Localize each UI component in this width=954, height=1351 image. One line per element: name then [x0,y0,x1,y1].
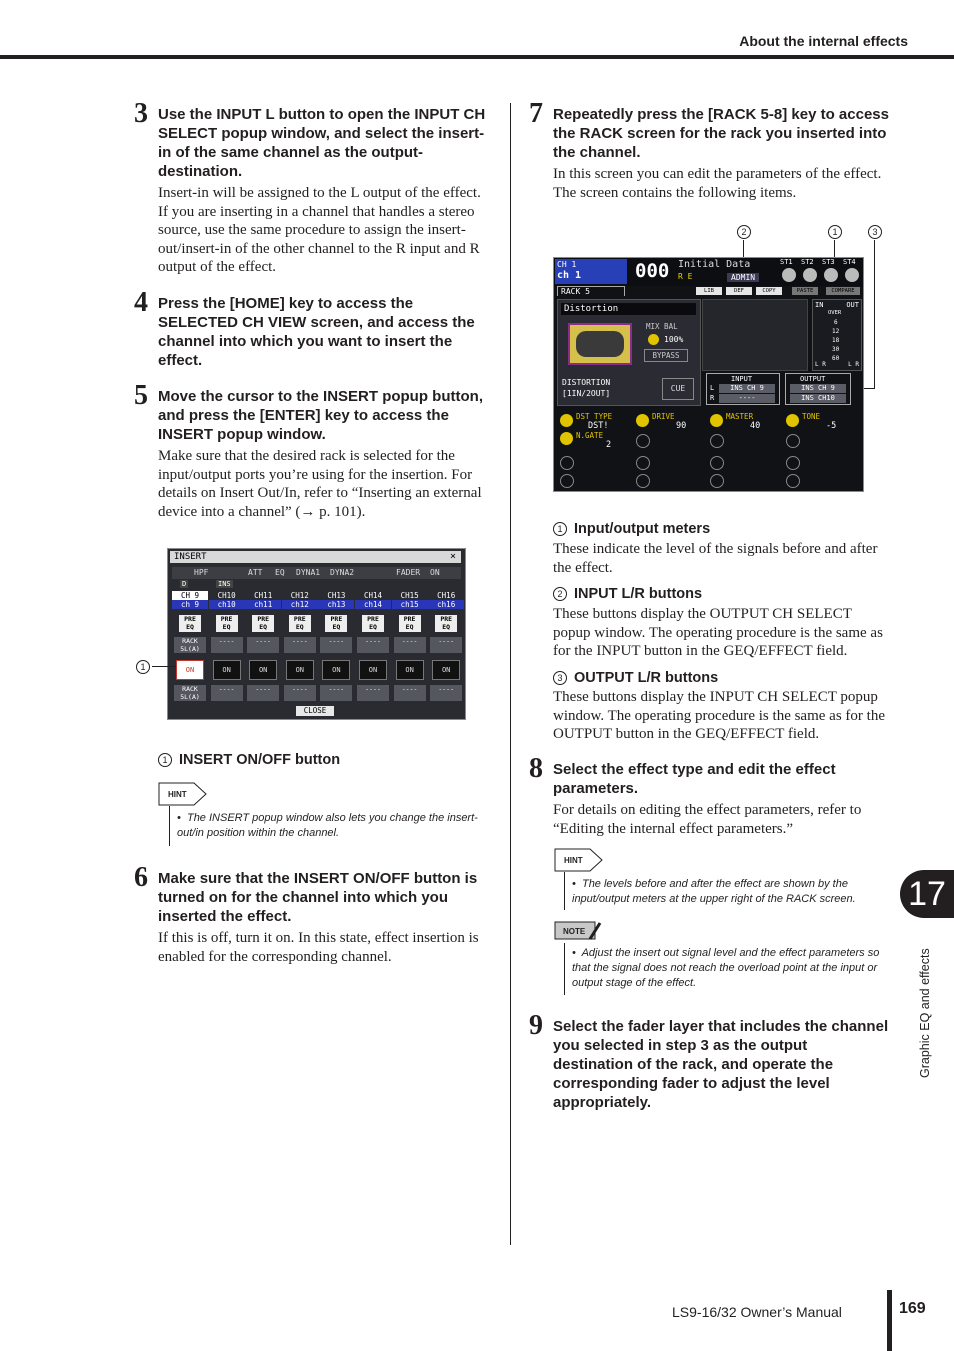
effect-image [568,323,632,365]
empty-knob[interactable] [560,474,574,488]
io-meters [812,299,862,371]
chapter-side-label: Graphic EQ and effects [918,948,932,1078]
note-tag-label: NOTE [563,927,586,936]
hint-tag-label: HINT [168,790,187,799]
insert-out-button[interactable]: ---- [394,637,426,653]
channel-name: ch16 [428,600,464,609]
output-block [785,373,851,405]
effect-param [558,412,630,491]
meter-in-label: IN [815,301,824,309]
step-number: 6 [134,862,148,893]
rack-function-buttons [696,287,862,296]
rack-def-button[interactable]: DEF [726,287,752,295]
param-value: -5 [826,421,837,431]
bypass-button[interactable]: BYPASS [644,349,688,362]
step-heading: Repeatedly press the [RACK 5-8] key to access the RACK screen for the rack you inserted into the channel. [553,106,889,161]
meter-scale-6: 6 [834,319,838,326]
channel-name: ch 1 [557,270,582,281]
input-r-button[interactable]: ---- [719,394,775,403]
insert-on-button[interactable]: ON [359,660,387,680]
meter-in-lr: L R [815,361,826,368]
center-panel [702,299,808,371]
st-labels [780,258,862,285]
st1-knob[interactable] [782,268,796,282]
insert-channel-column [209,591,245,703]
note-line [564,943,565,995]
channel-name: ch12 [282,600,318,609]
step-number: 9 [529,1010,543,1041]
step-body: For details on editing the effect parameters, refer to “Editing the internal effect parameters.” [553,802,862,837]
header-rule [0,55,954,59]
insert-out-button[interactable]: ---- [247,637,279,653]
chain-fader: FADER [396,568,421,577]
rack-callout-1: 1 [828,225,842,239]
pre-label: PRE [403,615,416,623]
step-heading: Use the INPUT L button to open the INPUT CH SELECT popup window, and select the insert-in of the same channel as the output-destination. [158,106,486,180]
step-number: 8 [529,753,543,784]
item-number: 1 [158,753,172,767]
eq-label: EQ [332,623,341,631]
insert-in-button[interactable]: RACK 5L(A) [174,685,206,701]
insert-on-button[interactable]: ON [322,660,350,680]
channel-name: ch11 [245,600,281,609]
insert-callout-1: 1 [136,660,150,674]
param-knob[interactable] [560,414,573,427]
insert-channel-column [282,591,318,703]
insert-channel-column [355,591,391,703]
item-output-lr [553,670,718,686]
item-number: 2 [553,587,567,601]
st4-label: ST4 [843,258,856,266]
effect-param [708,412,780,491]
step-body: Insert-in will be assigned to the L output of the effect. If you are inserting in a channel that handles a stereo source, use the same procedure to assign the insert-out/insert-in of the other channel to the R input and R output of the effect. [158,185,481,275]
channel-name: ch13 [318,600,354,609]
item-number: 1 [553,522,567,536]
param-sub-name: N.GATE [576,431,604,440]
insert-in-button[interactable]: ---- [247,685,279,701]
pre-eq-button[interactable] [325,615,347,632]
channel-name: ch10 [209,600,245,609]
insert-channel-column [172,591,208,703]
param-knob[interactable] [786,414,799,427]
eq-label: EQ [442,623,451,631]
channel-label: CH10 [217,591,236,600]
output-l-button[interactable]: INS CH 9 [790,384,846,393]
insert-channel-columns [168,591,465,703]
pre-label: PRE [440,615,453,623]
insert-channel-column [318,591,354,703]
empty-knob[interactable] [786,474,800,488]
item-input-lr [553,586,702,602]
param-value: 90 [676,421,687,431]
step-9 [529,1010,889,1112]
step-6 [134,862,494,966]
chain-att: ATT [248,568,263,577]
step-heading: Press the [HOME] key to access the SELECTED CH VIEW screen, and access the channel into which you want to insert the effect. [158,295,475,369]
note-text: • Adjust the insert out signal level and the effect parameters so that the signal does not reach the overload point at the input or output stage of the effect. [572,947,880,989]
chain-dyna1: DYNA1 [296,568,321,577]
param-name: DRIVE [652,412,675,421]
pre-label: PRE [220,615,233,623]
step-heading: Select the effect type and edit the effect parameters. [553,761,836,797]
insert-callout-leader [152,666,176,667]
pre-eq-button[interactable] [252,615,274,632]
tag-d: D [182,580,187,588]
param-name: MASTER [726,412,754,421]
insert-in-button[interactable]: ---- [430,685,462,701]
rack-lib-button[interactable]: LIB [696,287,722,295]
eq-label: EQ [186,623,194,631]
step-number: 7 [529,98,543,129]
empty-knob[interactable] [786,434,800,448]
eq-label: EQ [222,623,231,631]
signal-chain [172,567,461,579]
rack-paste-button[interactable]: PASTE [792,287,818,295]
step-heading: Select the fader layer that includes the channel you selected in step 3 as the output destination of the rack, and operate the corresponding fader to adjust the level appropriately. [553,1018,889,1111]
io-config: [1IN/2OUT] [562,389,611,398]
chain-eq: EQ [275,568,285,577]
chain-hpf: HPF [194,568,209,577]
param-sub-value: 2 [606,440,612,450]
insert-on-button[interactable]: ON [396,660,424,680]
effect-name: Distortion [561,303,696,315]
meter-scale-18: 18 [832,337,840,344]
insert-in-button[interactable]: ---- [320,685,352,701]
user-name: ADMIN [727,273,759,282]
pre-eq-button[interactable] [362,615,384,632]
hint-tag [554,848,604,872]
effect-panel [557,299,701,406]
section-header: About the internal effects [739,33,908,49]
insert-on-button[interactable]: ON [249,660,277,680]
rack-screen-screenshot [553,257,864,492]
item-io-meters [553,521,710,537]
channel-label: CH11 [254,591,273,600]
empty-knob[interactable] [710,456,724,470]
item-label: INPUT L/R buttons [574,586,703,602]
empty-knob[interactable] [636,434,650,448]
pre-label: PRE [367,615,379,623]
insert-in-button[interactable]: ---- [357,685,389,701]
step-heading: Move the cursor to the INSERT popup button, and press the [ENTER] key to access the INSERT popup window. [158,388,483,443]
st4-knob[interactable] [845,268,859,282]
insert-out-button[interactable]: RACK 5L(A) [174,637,206,653]
item-input-lr-text: These buttons display the OUTPUT CH SELECT popup window. The operating procedure is the same as for the INPUT button in the GEQ/EFFECT field. [553,606,883,659]
input-l-button[interactable]: INS CH 9 [719,384,775,393]
insert-out-button[interactable]: ---- [211,637,243,653]
insert-on-button[interactable]: ON [432,660,460,680]
insert-title-bar [170,551,461,563]
hint-tag-label: HINT [564,856,583,865]
mix-bal-knob[interactable] [648,334,659,345]
step-4 [134,287,494,370]
step-body: If this is off, turn it on. In this state, effect insertion is enabled for the corresponding channel. [158,930,479,965]
empty-knob[interactable] [636,456,650,470]
insert-item [158,752,340,768]
step-3 [134,98,494,277]
pre-eq-button[interactable] [435,615,457,632]
hint-text: • The INSERT popup window also lets you change the insert-out/in position within the channel. [177,812,478,839]
pre-label: PRE [293,615,306,623]
insert-in-button[interactable]: ---- [394,685,426,701]
empty-knob[interactable] [710,434,724,448]
pre-label: PRE [257,615,270,623]
channel-label: CH16 [437,591,456,600]
insert-out-button[interactable]: ---- [430,637,462,653]
param-name: TONE [802,412,821,421]
step-body: In this screen you can edit the parameters of the effect. The screen contains the following items. [553,166,882,201]
output-label: OUTPUT [800,375,826,383]
input-block [706,373,780,405]
pre-eq-button[interactable] [399,615,421,632]
hint-body: The INSERT popup window also lets you change the insert-out/in position within the channel. [177,812,478,839]
eq-label: EQ [259,623,268,631]
input-l-label: L [710,384,715,392]
st2-knob[interactable] [803,268,817,282]
mix-bal-label: MIX BAL [646,322,678,331]
st2-label: ST2 [801,258,814,266]
chapter-tab: 17 [900,870,954,918]
mix-bal-value: 100% [664,335,684,344]
cue-button[interactable]: CUE [662,378,694,400]
step-body: Make sure that the desired rack is selected for the input/output ports you’re using for the insertion. For details on Insert Out/In, refer to “Inserting an external device into a channel” (→ p. 101). [158,448,482,520]
effect-image-inner [576,331,624,357]
insert-on-button[interactable]: ON [176,660,204,680]
channel-label: CH13 [327,591,346,600]
pre-label: PRE [184,615,196,623]
step-number: 3 [134,98,148,129]
insert-in-button[interactable]: ---- [211,685,243,701]
item-number: 3 [553,671,567,685]
param-name: DST TYPE [576,412,613,421]
step-7 [529,98,889,202]
effect-type: DISTORTION [562,378,611,387]
meter-out-label: OUT [846,301,859,309]
st1-label: ST1 [780,258,793,266]
pre-label: PRE [330,615,343,623]
scene-name: Initial Data [678,259,751,270]
step-heading: Make sure that the INSERT ON/OFF button is turned on for the channel into which you inserted the effect. [158,870,478,925]
scene-flags: R E [678,272,693,281]
footer-manual-title: LS9-16/32 Owner’s Manual [672,1304,842,1320]
close-icon[interactable]: × [449,551,456,562]
insert-on-button[interactable]: ON [286,660,314,680]
chain-dyna2: DYNA2 [330,568,355,577]
footer-bar [887,1290,892,1351]
meter-scale-60: 60 [832,355,840,362]
item-label: INSERT ON/OFF button [179,752,341,768]
chain-on: ON [430,568,440,577]
effect-param [634,412,706,491]
insert-out-button[interactable]: ---- [284,637,316,653]
st3-knob[interactable] [824,268,838,282]
channel-label: CH12 [290,591,309,600]
param-value: 40 [750,421,761,431]
empty-knob[interactable] [710,474,724,488]
insert-title: INSERT [174,552,207,562]
pre-eq-button[interactable] [216,615,238,632]
insert-on-button[interactable]: ON [213,660,241,680]
output-r-button[interactable]: INS CH10 [790,394,846,403]
st3-label: ST3 [822,258,835,266]
insert-in-button[interactable]: ---- [284,685,316,701]
empty-knob[interactable] [560,456,574,470]
rack-compare-button[interactable]: COMPARE [826,287,860,295]
hint-text: • The levels before and after the effect are shown by the input/output meters at the upper right of the RACK screen. [572,878,856,905]
channel-name: ch 9 [172,600,208,609]
meter-scale-12: 12 [832,328,840,335]
channel-label: CH 9 [172,591,208,600]
item-io-meters-text: These indicate the level of the signals before and after the effect. [553,541,878,576]
insert-channel-column [428,591,464,703]
pre-eq-button[interactable] [289,615,311,632]
rack-callout-2: 2 [737,225,751,239]
eq-label: EQ [405,623,414,631]
rack-copy-button[interactable]: COPY [756,287,782,295]
effect-parameters [554,408,863,491]
item-output-lr-text: These buttons display the INPUT CH SELECT popup window. The operating procedure is the same as for the OUTPUT button in the GEQ/EFFECT field. [553,689,885,742]
param-knob[interactable] [710,414,723,427]
step-number: 4 [134,287,148,318]
eq-label: EQ [369,623,377,631]
rack-callout-3: 3 [868,225,882,239]
insert-out-button[interactable]: ---- [320,637,352,653]
hint-tag [158,782,208,806]
item-label: Input/output meters [574,521,711,537]
meter-scale-over: OVER [828,310,842,316]
insert-out-button[interactable]: ---- [357,637,389,653]
scene-number: 000 [635,260,670,282]
param-value: DST! [588,421,609,431]
step-8 [529,753,889,838]
param-knob[interactable] [636,414,649,427]
eq-label: EQ [295,623,304,631]
effect-param [784,412,856,491]
note-body: Adjust the insert out signal level and the effect parameters so that the signal does not reach the overload point at the input or output stage of the effect. [572,947,880,989]
item-label: OUTPUT L/R buttons [574,670,719,686]
channel-id: CH 1 [557,260,577,269]
hint-body: The levels before and after the effect are shown by the input/output meters at the upper right of the RACK screen. [572,878,856,905]
insert-channel-column [245,591,281,703]
channel-label: CH15 [400,591,419,600]
column-divider [510,103,511,1245]
close-button[interactable]: CLOSE [296,706,334,716]
channel-box [555,259,627,284]
empty-knob[interactable] [786,456,800,470]
channel-name: ch14 [355,600,391,609]
page-number: 169 [899,1300,926,1317]
input-r-label: R [710,394,715,402]
rack-top-bar [554,258,863,286]
insert-channel-column [392,591,428,703]
note-tag [554,919,604,943]
channel-name: ch15 [392,600,428,609]
hint-line [169,806,170,846]
channel-label: CH14 [363,591,383,600]
param-knob[interactable] [560,432,573,445]
empty-knob[interactable] [636,474,650,488]
insert-popup-screenshot [167,548,466,720]
step-number: 5 [134,380,148,411]
rack-tab[interactable]: RACK 5 [557,286,625,296]
hint-line [564,872,565,910]
meter-out-lr: L R [848,361,859,368]
step-5 [134,380,494,521]
input-label: INPUT [731,375,753,383]
pre-eq-button[interactable] [179,615,201,632]
tag-ins: INS [218,580,231,588]
callout-3-leader [874,240,875,388]
meter-scale-30: 30 [832,346,840,353]
